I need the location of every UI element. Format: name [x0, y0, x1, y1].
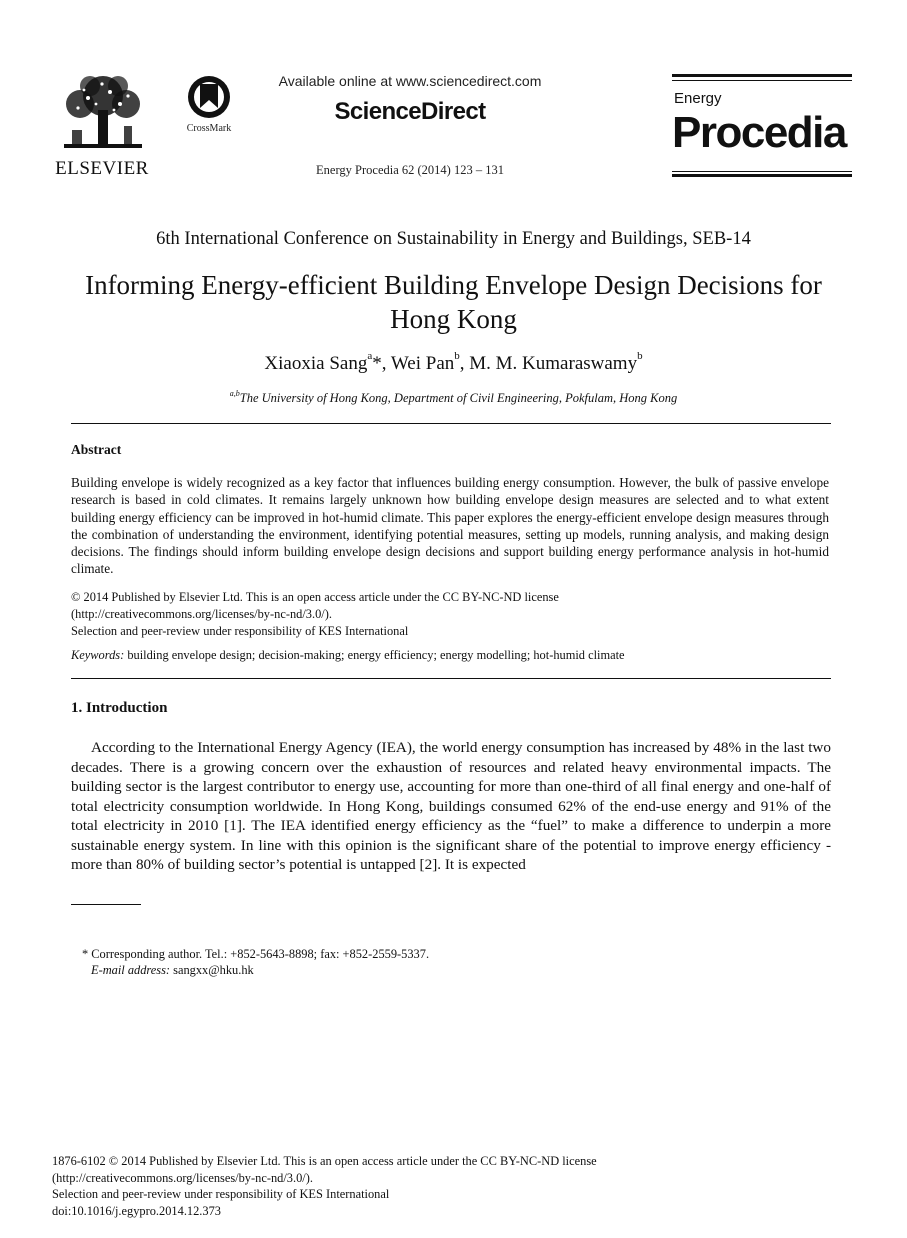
- divider: [71, 678, 831, 679]
- author-name: Wei Pan: [390, 353, 455, 374]
- divider: [71, 423, 831, 424]
- author-sup: b: [454, 350, 460, 362]
- footer-license-link[interactable]: (http://creativecommons.org/licenses/by-nc-nd/3.0/).: [52, 1170, 313, 1185]
- corresponding-mark: *: [372, 353, 382, 374]
- crossmark-badge[interactable]: [180, 74, 238, 136]
- corresponding-author: * Corresponding author. Tel.: +852-5643-8898; fax: +852-2559-5337.: [82, 947, 430, 961]
- journal-name-small: Energy: [674, 90, 722, 107]
- footer-doi[interactable]: doi:10.1016/j.egypro.2014.12.373: [52, 1203, 221, 1218]
- author-sup: b: [637, 350, 643, 362]
- section-heading: 1. Introduction: [71, 700, 168, 716]
- author-name: Xiaoxia Sang: [264, 353, 368, 374]
- title-line: Hong Kong: [390, 304, 517, 334]
- logo-rule: [672, 74, 852, 77]
- available-online-text: Available online at www.sciencedirect.com: [278, 73, 542, 89]
- license-link[interactable]: (http://creativecommons.org/licenses/by-nc-nd/3.0/).: [71, 607, 332, 621]
- footnote: [82, 946, 429, 978]
- crossmark-label: CrossMark: [186, 123, 232, 134]
- author-sep: ,: [381, 353, 391, 374]
- author-list: [40, 350, 867, 375]
- journal-name-large: Procedia: [672, 108, 846, 157]
- author-name: M. M. Kumaraswamy: [469, 353, 638, 374]
- conference-name: 6th International Conference on Sustainability in Energy and Buildings, SEB-14: [156, 229, 751, 249]
- title-line: Informing Energy-efficient Building Envelope Design Decisions for: [85, 270, 822, 300]
- logo-rule: [672, 80, 852, 81]
- logo-rule: [672, 171, 852, 172]
- footer-license: 1876-6102 © 2014 Published by Elsevier Ltd. This is an open access article under the CC BY-NC-ND license: [52, 1154, 597, 1168]
- sciencedirect-logo: ScienceDirect: [334, 98, 486, 125]
- publisher-name: ELSEVIER: [55, 158, 149, 179]
- introduction-text: According to the International Energy Agency (IEA), the world energy consumption has increased by 48% in the last two decades. There is a growing concern over the exhaustion of resources and related heavy environmental impacts. The building sector is the largest contributor to energy use, accounting for more than one-third of all final energy and one-half of total electricity consumption worldwide. In Hong Kong, buildings consumed 62% of the end-use energy and 91% of the total electricity in 2010 [1]. The IEA identified energy efficiency as the “fuel” to make a difference to underpin a more sustainable energy system. In line with this opinion is the significant share of the potential to improve energy efficiency - more than 80% of building sector’s potential is untapped [2]. It is expected: [71, 739, 831, 873]
- elsevier-tree-icon: [58, 74, 148, 156]
- footer-peer-review: Selection and peer-review under responsibility of KES International: [52, 1187, 390, 1201]
- author-sup: a: [367, 350, 373, 362]
- journal-reference: Energy Procedia 62 (2014) 123 – 131: [316, 163, 504, 177]
- keywords-label: Keywords:: [71, 648, 125, 662]
- footnote-rule: [71, 904, 141, 905]
- abstract-text: Building envelope is widely recognized as a key factor that influences building energy consumption. However, the bulk of passive envelope research is based in cold climates. It remains largely unknown how building envelope design measures are selected and to what extent building energy efficiency can be improved in hot-humid climate. This paper explores the energy-efficient envelope design measures through the combination of understanding the environment, identifying potential measures, setting up models, running analysis, and making design decisions. The findings should inform building envelope design decisions and support building energy performance analysis in hot-humid climate.: [71, 475, 829, 577]
- peer-review-text: Selection and peer-review under responsibility of KES International: [71, 624, 409, 638]
- keywords: [71, 648, 625, 663]
- email-label: E-mail address:: [91, 963, 171, 977]
- energy-procedia-logo: [672, 74, 852, 178]
- affiliation-sup: a,b: [229, 389, 240, 398]
- page-footer: [52, 1153, 597, 1219]
- affiliation-text: The University of Hong Kong, Department of Civil Engineering, Pokfulam, Hong Kong: [239, 391, 678, 405]
- keywords-list: building envelope design; decision-making; energy efficiency; energy modelling; hot-humid climate: [124, 648, 625, 662]
- paper-title: [40, 268, 867, 336]
- license-text: © 2014 Published by Elsevier Ltd. This is an open access article under the CC BY-NC-ND license: [71, 590, 559, 604]
- crossmark-icon: [186, 74, 232, 120]
- affiliation: [40, 391, 867, 406]
- email-address[interactable]: sangxx@hku.hk: [170, 963, 254, 977]
- email-line: [82, 962, 429, 978]
- elsevier-logo: [52, 74, 152, 184]
- abstract-heading: Abstract: [71, 442, 122, 457]
- logo-rule: [672, 174, 852, 177]
- author-sep: ,: [459, 353, 470, 374]
